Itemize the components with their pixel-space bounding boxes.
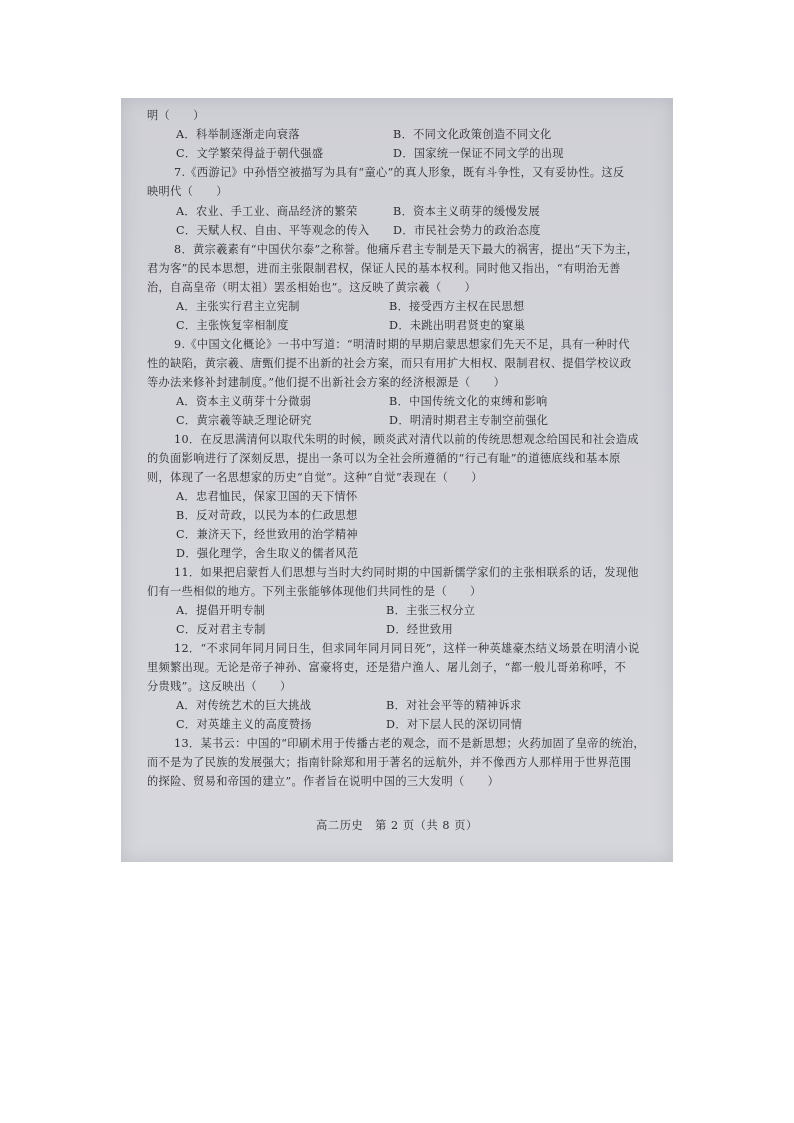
q7-option-b: B．资本主义萌芽的缓慢发展: [393, 205, 541, 218]
q7-option-c: C．天赋人权、自由、平等观念的传入: [176, 224, 370, 237]
q8-option-b: B．接受西方主权在民思想: [389, 300, 525, 313]
question-10-line2: 的负面影响进行了深刻反思，提出一条可以为全社会所遵循的“行己有耻”的道德底线和基本原: [147, 452, 621, 465]
q6-option-a: A．科举制逐渐走向衰落: [176, 128, 300, 141]
question-12-line2: 里频繁出现。无论是帝子神孙、富豪将吏，还是猎户渔人、屠儿刽子，“都一般儿哥弟称呼，不: [147, 661, 627, 674]
scanned-page: [121, 98, 673, 862]
question-8-line1: 8．黄宗羲素有“中国伏尔泰”之称誉。他痛斥君主专制是天下最大的祸害，提出“天下为主，: [174, 243, 639, 256]
question-9-line1: 9.《中国文化概论》一书中写道：“明清时期的早期启蒙思想家们先天不足，具有一种时代: [174, 338, 630, 351]
q12-option-c: C．对英雄主义的高度赞扬: [176, 718, 312, 731]
q12-option-a: A．对传统艺术的巨大挑战: [176, 699, 312, 712]
q11-option-d: D．经世致用: [386, 623, 454, 636]
q8-option-c: C．主张恢复宰相制度: [176, 319, 289, 332]
q9-option-d: D．明清时期君主专制空前强化: [389, 414, 549, 427]
question-12-line3: 分贵贱”。这反映出（ ）: [147, 680, 292, 693]
q11-option-a: A．提倡开明专制: [176, 604, 266, 617]
question-9-line2: 性的缺陷，黄宗羲、唐甄们提不出新的社会方案，而只有用扩大相权、限制君权、提倡学校议政: [147, 357, 632, 370]
q9-option-a: A．资本主义萌芽十分微弱: [176, 395, 312, 408]
q11-option-b: B．主张三权分立: [386, 604, 476, 617]
q8-option-a: A．主张实行君主立宪制: [176, 300, 300, 313]
question-13-line2: 而不是为了民族的发展强大；指南针除郑和用于著名的远航外，并不像西方人那样用于世界范围: [147, 756, 632, 769]
q9-option-c: C．黄宗羲等缺乏理论研究: [176, 414, 312, 427]
question-11-line2: 们有一些相似的地方。下列主张能够体现他们共同性的是（ ）: [147, 585, 482, 598]
question-13-line1: 13．某书云：中国的“印刷术用于传播古老的观念，而不是新思想；火药加固了皇帝的统治，: [174, 737, 645, 750]
q7-option-d: D．市民社会势力的政治态度: [393, 224, 541, 237]
q10-option-d: D．强化理学，舍生取义的儒者风范: [176, 547, 359, 560]
question-13-line3: 的探险、贸易和帝国的建立”。作者旨在说明中国的三大发明（ ）: [147, 775, 500, 788]
q6-option-d: D．国家统一保证不同文学的出现: [393, 147, 564, 160]
q10-option-c: C．兼济天下，经世致用的治学精神: [176, 528, 358, 541]
question-6-tail: 明（ ）: [147, 109, 205, 122]
q12-option-b: B．对社会平等的精神诉求: [386, 699, 522, 712]
q10-option-b: B．反对苛政，以民为本的仁政思想: [176, 509, 358, 522]
question-8-line3: 治，自高皇帝（明太祖）罢丞相始也”。这反映了黄宗羲（ ）: [147, 281, 477, 294]
question-12-line1: 12．“不求同年同月同日生，但求同年同月同日死”，这样一种英雄豪杰结义场景在明清小说: [174, 642, 640, 655]
q10-option-a: A．忠君恤民，保家卫国的天下情怀: [176, 490, 358, 503]
q11-option-c: C．反对君主专制: [176, 623, 266, 636]
question-7-line2: 映明代（ ）: [147, 185, 228, 198]
question-7-line1: 7.《西游记》中孙悟空被描写为具有“童心”的真人形象，既有斗争性，又有妥协性。这反: [174, 166, 625, 179]
q7-option-a: A．农业、手工业、商品经济的繁荣: [176, 205, 358, 218]
question-11-line1: 11．如果把启蒙哲人们思想与当时大约同时期的中国新儒学家们的主张相联系的话，发现他: [174, 566, 639, 579]
q9-option-b: B．中国传统文化的束缚和影响: [389, 395, 548, 408]
q6-option-b: B．不同文化政策创造不同文化: [393, 128, 552, 141]
question-9-line3: 等办法来修补封建制度。”他们提不出新社会方案的经济根源是（ ）: [147, 376, 506, 389]
q6-option-c: C．文学繁荣得益于朝代强盛: [176, 147, 324, 160]
page-footer: 高二历史 第 2 页（共 8 页）: [316, 819, 478, 832]
q12-option-d: D．对下层人民的深切同情: [386, 718, 523, 731]
question-10-line3: 则，体现了一名思想家的历史“自觉”。这种“自觉”表现在（ ）: [147, 471, 483, 484]
question-10-line1: 10．在反思满清何以取代朱明的时候，顾炎武对清代以前的传统思想观念给国民和社会造成: [174, 433, 639, 446]
question-8-line2: 君为客”的民本思想，进而主张限制君权，保证人民的基本权利。同时他又指出，“有明治无善: [147, 262, 621, 275]
q8-option-d: D．未跳出明君贤吏的窠巢: [389, 319, 526, 332]
